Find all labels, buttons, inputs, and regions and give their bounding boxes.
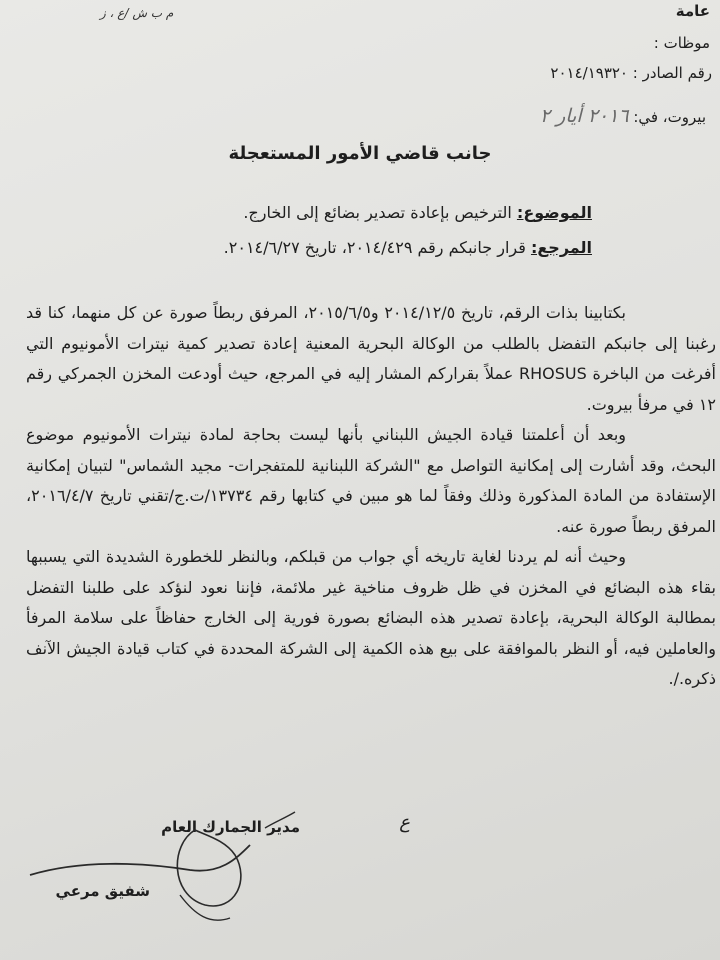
paragraph-3: وحيث أنه لم يردنا لغاية تاريخه أي جواب من قبلكم، وبالنظر للخطورة الشديدة التي يسببها بقاء هذه البضائع في المخزن في ظل ظروف مناخية غير ملائمة، فإننا نعود لنؤكد على طلبنا التفضل بمطالبة الوكالة البحرية، بإعادة تصدير هذه البضائع بصورة فورية إلى الخارج حفاظاً على سلامة المرفأ والعاملين فيه، أو النظر بالموافقة على بيع هذه الكمية إلى الشركة المحددة في كتاب قيادة الجيش الآنف ذكره./. — [26, 547, 716, 688]
paragraph-1: بكتابينا بذات الرقم، تاريخ ٢٠١٤/١٢/٥ و٢٠١٥/٦/٥، المرفق ربطاً صورة عن كل منهما، كنا قد رغبنا إلى جانبكم التفضل بالطلب من الوكالة البحرية المعنية إعادة تصدير كمية نيترات الأمونيوم التي أفرغت من الباخرة RHOSUS عملاً بقراركم المشار إليه في المرجع، حيث أودعت المخزن الجمركي رقم ١٢ في مرفأ بيروت. — [26, 303, 716, 414]
date-label: بيروت، في: — [633, 108, 706, 126]
subject-text: الترخيص بإعادة تصدير بضائع إلى الخارج. — [243, 203, 512, 222]
paragraph-2: وبعد أن أعلمتنا قيادة الجيش اللبناني بأنها ليست بحاجة لمادة نيترات الأمونيوم موضوع البحث، وقد أشارت إلى إمكانية التواصل مع "الشركة اللبنانية للمتفجرات- مجيد الشماس" لتبيان إمكانية الإستفادة من المادة المذكورة وذلك وفقاً لما هو مبين في كتابها رقم ١٣٧٣٤/ت.ج/تقني تاريخ ٢٠١٦/٤/٧، المرفق ربطاً صورة عنه. — [26, 425, 716, 536]
addressee: جانب قاضي الأمور المستعجلة — [228, 143, 492, 164]
signatory-name: شفيق مرعي — [55, 882, 150, 900]
handwritten-date: ٢٠١٦ أيار ٢ — [539, 105, 629, 127]
initial-mark: ع — [399, 812, 410, 833]
handwritten-signature — [20, 800, 300, 930]
header-line-1: موظات : — [653, 34, 710, 52]
subject-line — [32, 203, 592, 222]
subject-label: الموضوع: — [516, 203, 592, 222]
letter-body — [26, 298, 716, 695]
reference-label: المرجع: — [530, 238, 592, 257]
date-line — [540, 105, 706, 127]
header-organization: عامة — [675, 2, 710, 20]
signatory-title: مدير الجمارك العام — [161, 818, 300, 836]
reference-text: قرار جانبكم رقم ٢٠١٤/٤٢٩، تاريخ ٢٠١٤/٦/٢٧. — [223, 238, 526, 257]
reference-line — [32, 238, 592, 257]
handwritten-reference: م ب ش /ع ، ز — [100, 6, 174, 20]
outgoing-number: رقم الصادر : ٢٠١٤/١٩٣٢٠ — [550, 64, 712, 82]
